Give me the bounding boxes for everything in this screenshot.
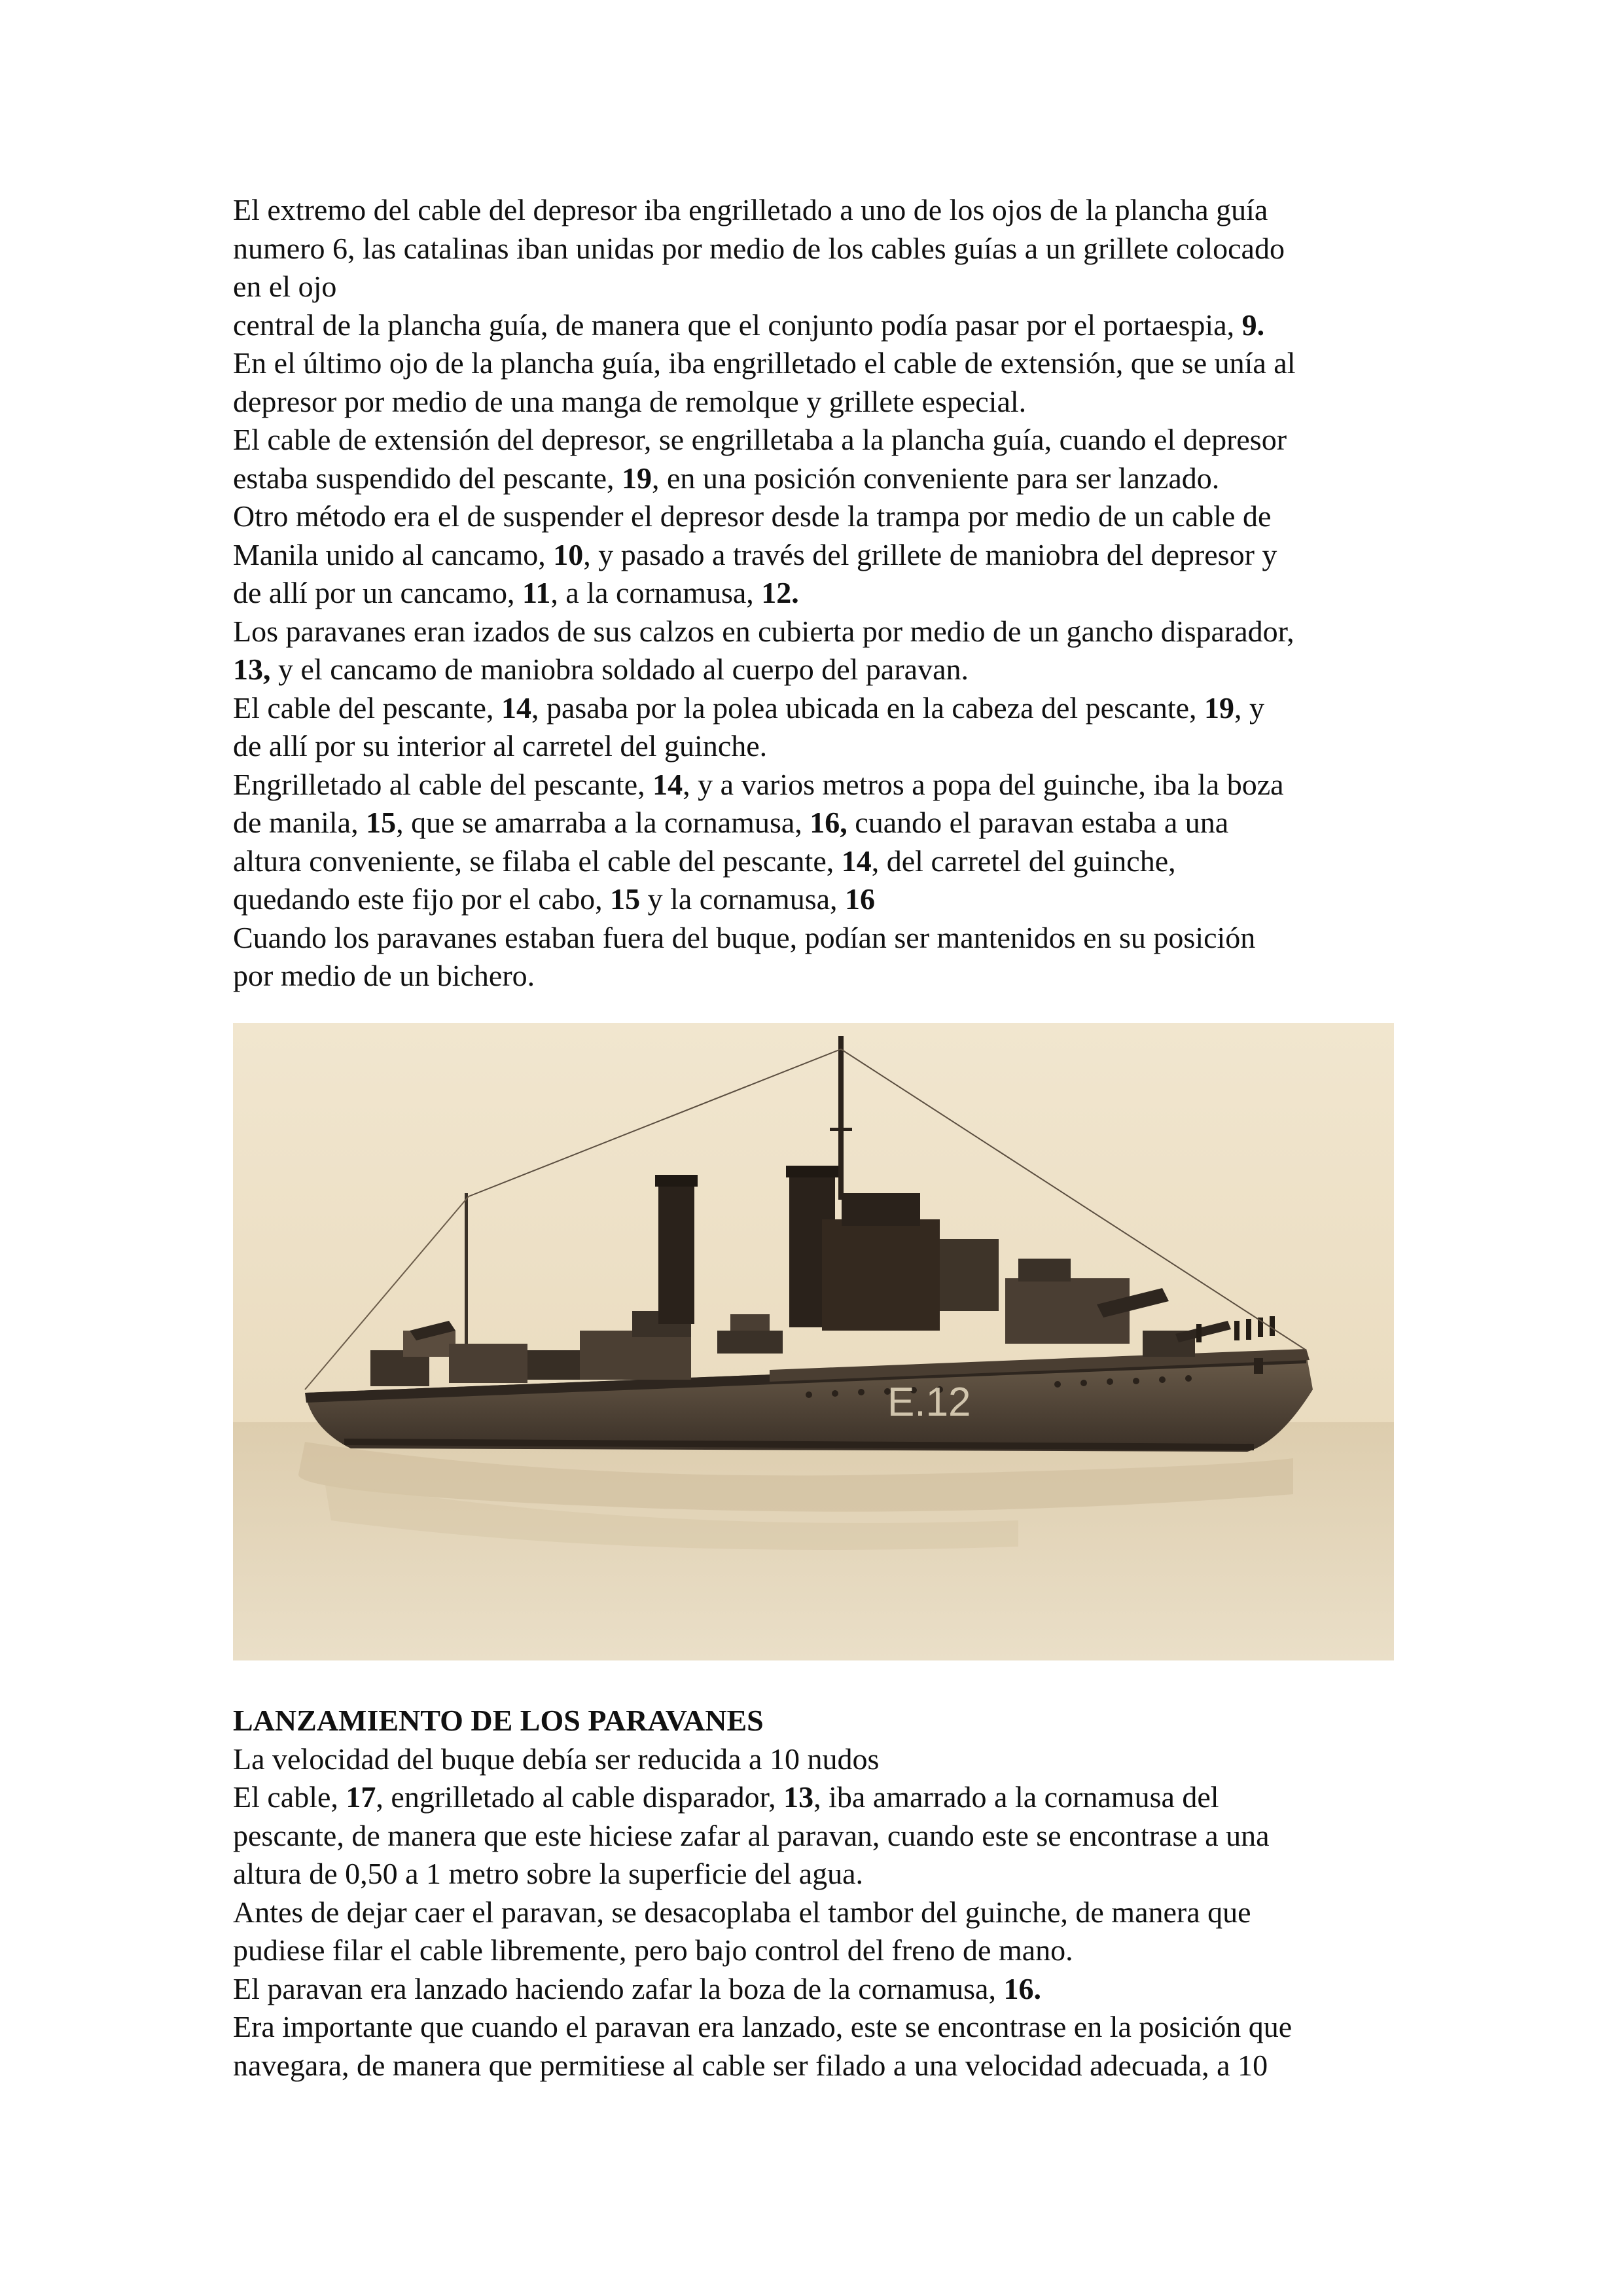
text-run: , y pasado a través del grillete de maniobra del depresor y [583,537,1277,571]
text-line [233,727,1411,766]
text-run: altura conveniente, se filaba el cable del pescante, [233,844,842,878]
text-line [233,574,1411,613]
text-run: El cable, [233,1780,346,1814]
text-line [233,230,1411,268]
text-run: El paravan era lanzado haciendo zafar la boza de la cornamusa, [233,1971,1004,2005]
text-line [233,191,1411,230]
text-line [233,536,1411,575]
text-line [233,383,1411,422]
text-line [233,842,1411,881]
reference-number: 11 [522,576,551,609]
text-run: , del carretel del guinche, [871,844,1176,878]
text-line [233,919,1411,958]
body-text-top [233,191,1411,996]
text-run: , pasaba por la polea ubicada en la cabeza del pescante, [531,691,1205,725]
reference-number: 15 [610,882,641,916]
text-run: y el cancamo de maniobra soldado al cuerpo del paravan. [270,653,969,686]
text-line [233,268,1411,306]
text-line [233,2008,1411,2047]
text-run: pudiese filar el cable libremente, pero bajo control del freno de mano. [233,1933,1073,1967]
text-run: quedando este fijo por el cabo, [233,882,611,916]
text-line [233,651,1411,689]
text-run: , y [1234,691,1265,725]
text-line [233,1931,1411,1970]
text-run: , que se amarraba a la cornamusa, [396,806,810,839]
body-text-bottom [233,1702,1411,2085]
text-run: La velocidad del buque debía ser reducida a 10 nudos [233,1742,880,1776]
reference-number: 15 [366,806,397,839]
text-run: Antes de dejar caer el paravan, se desacoplaba el tambor del guinche, de manera que [233,1895,1251,1929]
text-run: Cuando los paravanes estaban fuera del buque, podían ser mantenidos en su posición [233,920,1256,954]
text-line [233,306,1411,345]
text-run: , engrilletado al cable disparador, [376,1780,784,1814]
reference-number: 12. [761,576,799,609]
text-line [233,421,1411,459]
reference-number: 19 [621,461,652,495]
text-run: Otro método era el de suspender el depresor desde la trampa por medio de un cable de [233,499,1272,533]
text-run: numero 6, las catalinas iban unidas por medio de los cables guías a un grillete colocado [233,231,1285,265]
text-run: altura de 0,50 a 1 metro sobre la superficie del agua. [233,1857,864,1890]
text-run: y la cornamusa, [640,882,846,916]
reference-number: 14 [841,844,872,878]
text-line [233,1970,1411,2009]
destroyer-photograph [233,1023,1394,1660]
hull-marking: E.12 [887,1380,971,1425]
text-line [233,613,1411,651]
text-line [233,459,1411,498]
text-run: pescante, de manera que este hiciese zafar al paravan, cuando este se encontrase a una [233,1818,1270,1852]
reference-number: 16 [845,882,876,916]
text-run: Engrilletado al cable del pescante, [233,767,653,801]
text-run: por medio de un bichero. [233,959,535,992]
reference-number: 9. [1241,308,1265,342]
text-run: , y a varios metros a popa del guinche, iba la boza [683,767,1284,801]
text-run: cuando el paravan estaba a una [847,806,1229,839]
reference-number: 10 [553,537,584,571]
text-run: de allí por su interior al carretel del guinche. [233,729,768,762]
reference-number: 17 [346,1780,376,1814]
text-line [233,1817,1411,1856]
text-run: Era importante que cuando el paravan era lanzado, este se encontrase en la posición que [233,2010,1293,2043]
reference-number: 13, [233,653,271,686]
text-run: , a la cornamusa, [550,576,762,609]
reference-number: 14 [501,691,531,725]
text-run: El extremo del cable del depresor iba engrilletado a uno de los ojos de la plancha guía [233,193,1268,226]
text-run: , iba amarrado a la cornamusa del [813,1780,1219,1814]
text-line [233,1893,1411,1932]
text-run: estaba suspendido del pescante, [233,461,622,495]
text-line [233,689,1411,728]
reference-number: 16, [810,806,847,839]
reference-number: 13 [783,1780,814,1814]
reference-number: 16. [1003,1971,1041,2005]
text-line [233,957,1411,996]
text-run: El cable del pescante, [233,691,501,725]
text-run: de allí por un cancamo, [233,576,522,609]
text-line [233,2047,1411,2085]
text-run: En el último ojo de la plancha guía, iba engrilletado el cable de extensión, que se unía al [233,346,1296,380]
text-run: depresor por medio de una manga de remolque y grillete especial. [233,384,1027,418]
section-heading: LANZAMIENTO DE LOS PARAVANES [233,1704,764,1737]
text-run: navegara, de manera que permitiese al cable ser filado a una velocidad adecuada, a 10 [233,2048,1268,2082]
text-run: Los paravanes eran izados de sus calzos en cubierta por medio de un gancho disparador, [233,614,1294,648]
text-line [233,1778,1411,1817]
text-run: , en una posición conveniente para ser lanzado. [651,461,1220,495]
text-line [233,804,1411,842]
text-run: de manila, [233,806,366,839]
reference-number: 14 [652,767,683,801]
text-line [233,497,1411,536]
text-run: central de la plancha guía, de manera que el conjunto podía pasar por el portaespia, [233,308,1242,342]
text-run: en el ojo [233,270,337,303]
text-run: El cable de extensión del depresor, se engrilletaba a la plancha guía, cuando el depresor [233,423,1287,456]
text-line [233,1740,1411,1779]
body-text-bottom-lines [233,1740,1411,2085]
text-line [233,880,1411,919]
text-line [233,344,1411,383]
reference-number: 19 [1204,691,1235,725]
text-line [233,1855,1411,1893]
text-run: Manila unido al cancamo, [233,537,554,571]
text-line [233,766,1411,804]
